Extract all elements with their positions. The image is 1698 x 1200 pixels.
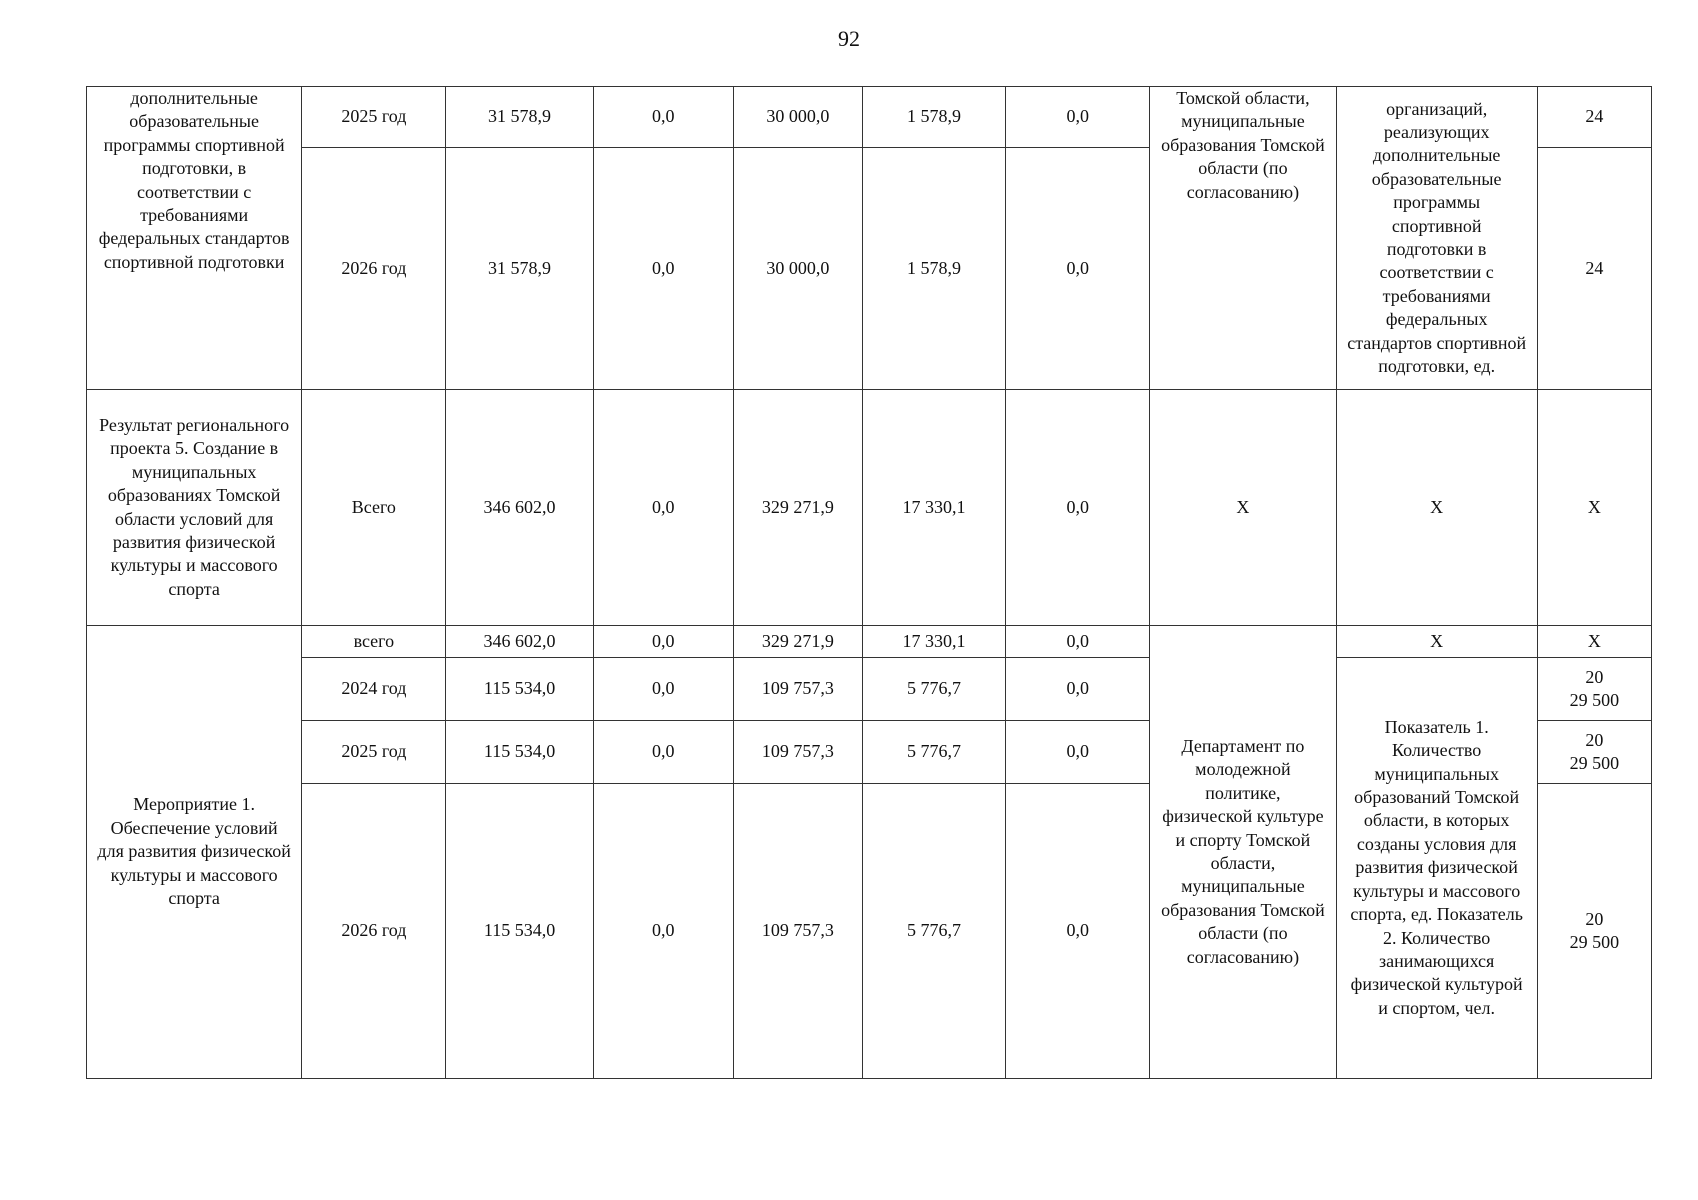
indicator-cell: X (1336, 390, 1537, 626)
federal-cell: 0,0 (593, 626, 733, 658)
target-value-1: 20 (1585, 666, 1604, 687)
target-cell (1537, 721, 1651, 784)
regional-cell: 109 757,3 (733, 721, 862, 784)
target-cell: X (1537, 390, 1651, 626)
other-cell: 0,0 (1006, 148, 1150, 390)
target-value-2: 29 500 (1569, 932, 1620, 952)
period-cell: 2026 год (302, 148, 446, 390)
period-cell: Всего (302, 390, 446, 626)
activity-name-cell: дополнительные образовательные программы спортивной подготовки, в соответствии с требованиями федеральных стандартов спортивной подготовки (87, 87, 302, 390)
local-cell: 17 330,1 (862, 390, 1005, 626)
result-name-cell: Результат регионального проекта 5. Создание в муниципальных образованиях Томской области условий для развития физической культуры и массового спорта (87, 390, 302, 626)
table-row (87, 626, 1652, 658)
local-cell: 5 776,7 (862, 721, 1005, 784)
federal-cell: 0,0 (593, 658, 733, 721)
other-cell: 0,0 (1006, 658, 1150, 721)
target-cell: X (1537, 626, 1651, 658)
total-cell: 115 534,0 (446, 721, 593, 784)
federal-cell: 0,0 (593, 390, 733, 626)
budget-table (86, 86, 1652, 1079)
other-cell: 0,0 (1006, 626, 1150, 658)
target-value-2: 29 500 (1569, 753, 1620, 773)
period-cell: 2025 год (302, 721, 446, 784)
federal-cell: 0,0 (593, 784, 733, 1079)
target-cell: 24 (1537, 148, 1651, 390)
total-cell: 31 578,9 (446, 148, 593, 390)
executor-cell: X (1150, 390, 1336, 626)
total-cell: 31 578,9 (446, 87, 593, 148)
federal-cell: 0,0 (593, 148, 733, 390)
period-cell: всего (302, 626, 446, 658)
target-value-2: 29 500 (1569, 690, 1620, 710)
period-cell: 2025 год (302, 87, 446, 148)
target-cell: 24 (1537, 87, 1651, 148)
table-row (87, 87, 1652, 148)
period-cell: 2026 год (302, 784, 446, 1079)
indicator-cell: Показатель 1. Количество муниципальных образований Томской области, в которых созданы условия для развития физической культуры и массового спорта, ед. Показатель 2. Количество занимающихся физической культурой и спортом, чел. (1336, 658, 1537, 1079)
local-cell: 1 578,9 (862, 87, 1005, 148)
regional-cell: 329 271,9 (733, 626, 862, 658)
regional-cell: 30 000,0 (733, 87, 862, 148)
target-cell (1537, 658, 1651, 721)
measure-name-cell: Мероприятие 1. Обеспечение условий для развития физической культуры и массового спорта (87, 626, 302, 1079)
target-value-1: 20 (1585, 908, 1604, 929)
local-cell: 1 578,9 (862, 148, 1005, 390)
total-cell: 346 602,0 (446, 626, 593, 658)
page-number: 92 (838, 26, 860, 51)
executor-cell: Департамент по молодежной политике, физической культуре и спорту Томской области, муниципальные образования Томской области (по согласованию) (1150, 626, 1336, 1079)
total-cell: 115 534,0 (446, 658, 593, 721)
regional-cell: 30 000,0 (733, 148, 862, 390)
table-row (87, 658, 1652, 721)
regional-cell: 109 757,3 (733, 784, 862, 1079)
federal-cell: 0,0 (593, 721, 733, 784)
regional-cell: 329 271,9 (733, 390, 862, 626)
other-cell: 0,0 (1006, 87, 1150, 148)
indicator-cell: X (1336, 626, 1537, 658)
federal-cell: 0,0 (593, 87, 733, 148)
other-cell: 0,0 (1006, 784, 1150, 1079)
target-value-1: 20 (1585, 729, 1604, 750)
total-cell: 115 534,0 (446, 784, 593, 1079)
target-cell (1537, 784, 1651, 1079)
local-cell: 17 330,1 (862, 626, 1005, 658)
other-cell: 0,0 (1006, 721, 1150, 784)
indicator-cell: организаций, реализующих дополнительные образовательные программы спортивной подготовки в соответствии с требованиями федеральных стандартов спортивной подготовки, ед. (1336, 87, 1537, 390)
local-cell: 5 776,7 (862, 784, 1005, 1079)
executor-cell: Томской области, муниципальные образования Томской области (по согласованию) (1150, 87, 1336, 390)
table-row (87, 390, 1652, 626)
period-cell: 2024 год (302, 658, 446, 721)
total-cell: 346 602,0 (446, 390, 593, 626)
regional-cell: 109 757,3 (733, 658, 862, 721)
local-cell: 5 776,7 (862, 658, 1005, 721)
other-cell: 0,0 (1006, 390, 1150, 626)
